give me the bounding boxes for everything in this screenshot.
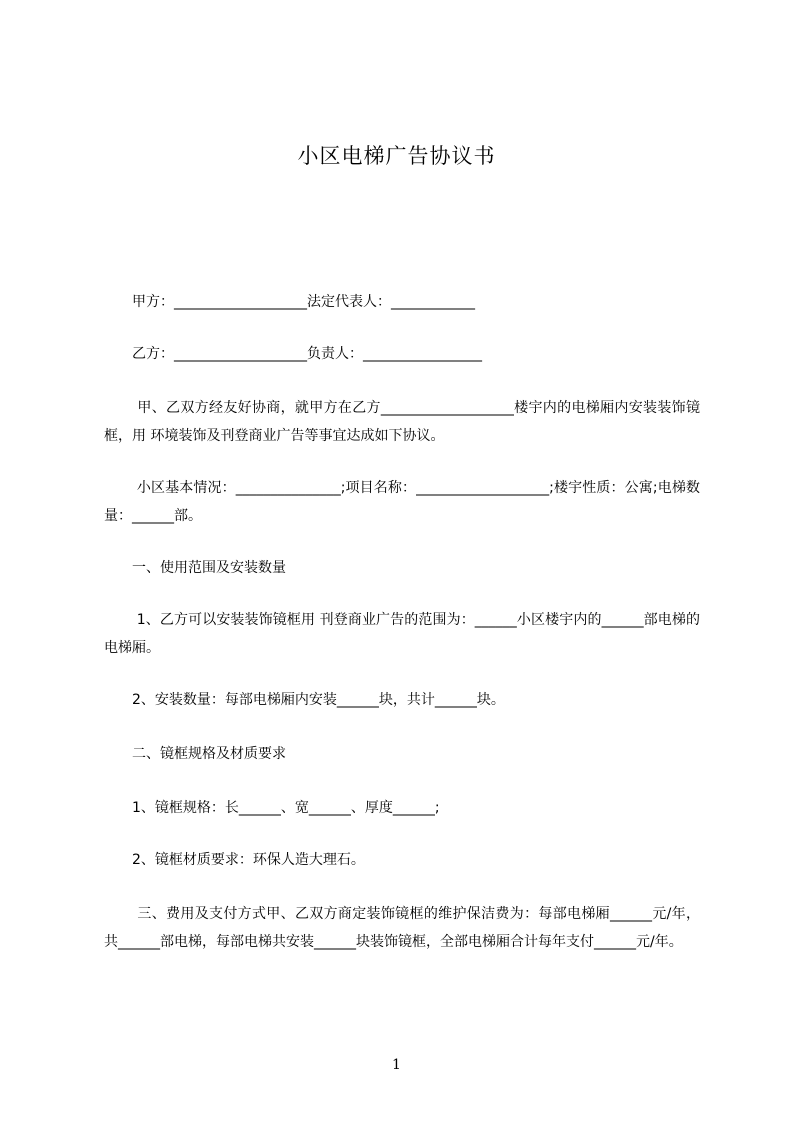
clause-2-2: 2、镜框材质要求：环保人造大理石。 — [104, 852, 365, 868]
clause-1-1: 1、乙方可以安装装饰镜框用 刊登商业广告的范围为：______小区楼宇内的______部电梯的电梯厢。 — [104, 612, 700, 656]
clause-2-1: 1、镜框规格：长______、宽______、厚度______; — [104, 800, 440, 816]
section-2-heading: 二、镜框规格及材质要求 — [104, 746, 286, 762]
clause-1-2: 2、安装数量：每部电梯厢内安装______块，共计______块。 — [104, 692, 505, 708]
section-1-heading: 一、使用范围及安装数量 — [104, 560, 286, 576]
intro-paragraph: 甲、乙双方经友好协商，就甲方在乙方___________________楼宇内的电梯厢内安装装饰镜框，用 环境装饰及刊登商业广告等事宜达成如下协议。 — [104, 400, 700, 444]
page-number: 1 — [392, 1057, 401, 1073]
section-3-paragraph: 三、费用及支付方式甲、乙双方商定装饰镜框的维护保洁费为：每部电梯厢______元/年，共______部电梯，每部电梯共安装______块装饰镜框，全部电梯厢合计每年支付______元/年。 — [104, 906, 700, 950]
party-a-line: 甲方：___________________法定代表人：____________ — [104, 294, 475, 310]
community-info-paragraph: 小区基本情况：_______________;项目名称：___________________;楼宇性质：公寓;电梯数量：______部。 — [104, 480, 700, 524]
document-title: 小区电梯广告协议书 — [297, 144, 496, 168]
party-b-line: 乙方：___________________负责人：_________________ — [104, 346, 482, 362]
